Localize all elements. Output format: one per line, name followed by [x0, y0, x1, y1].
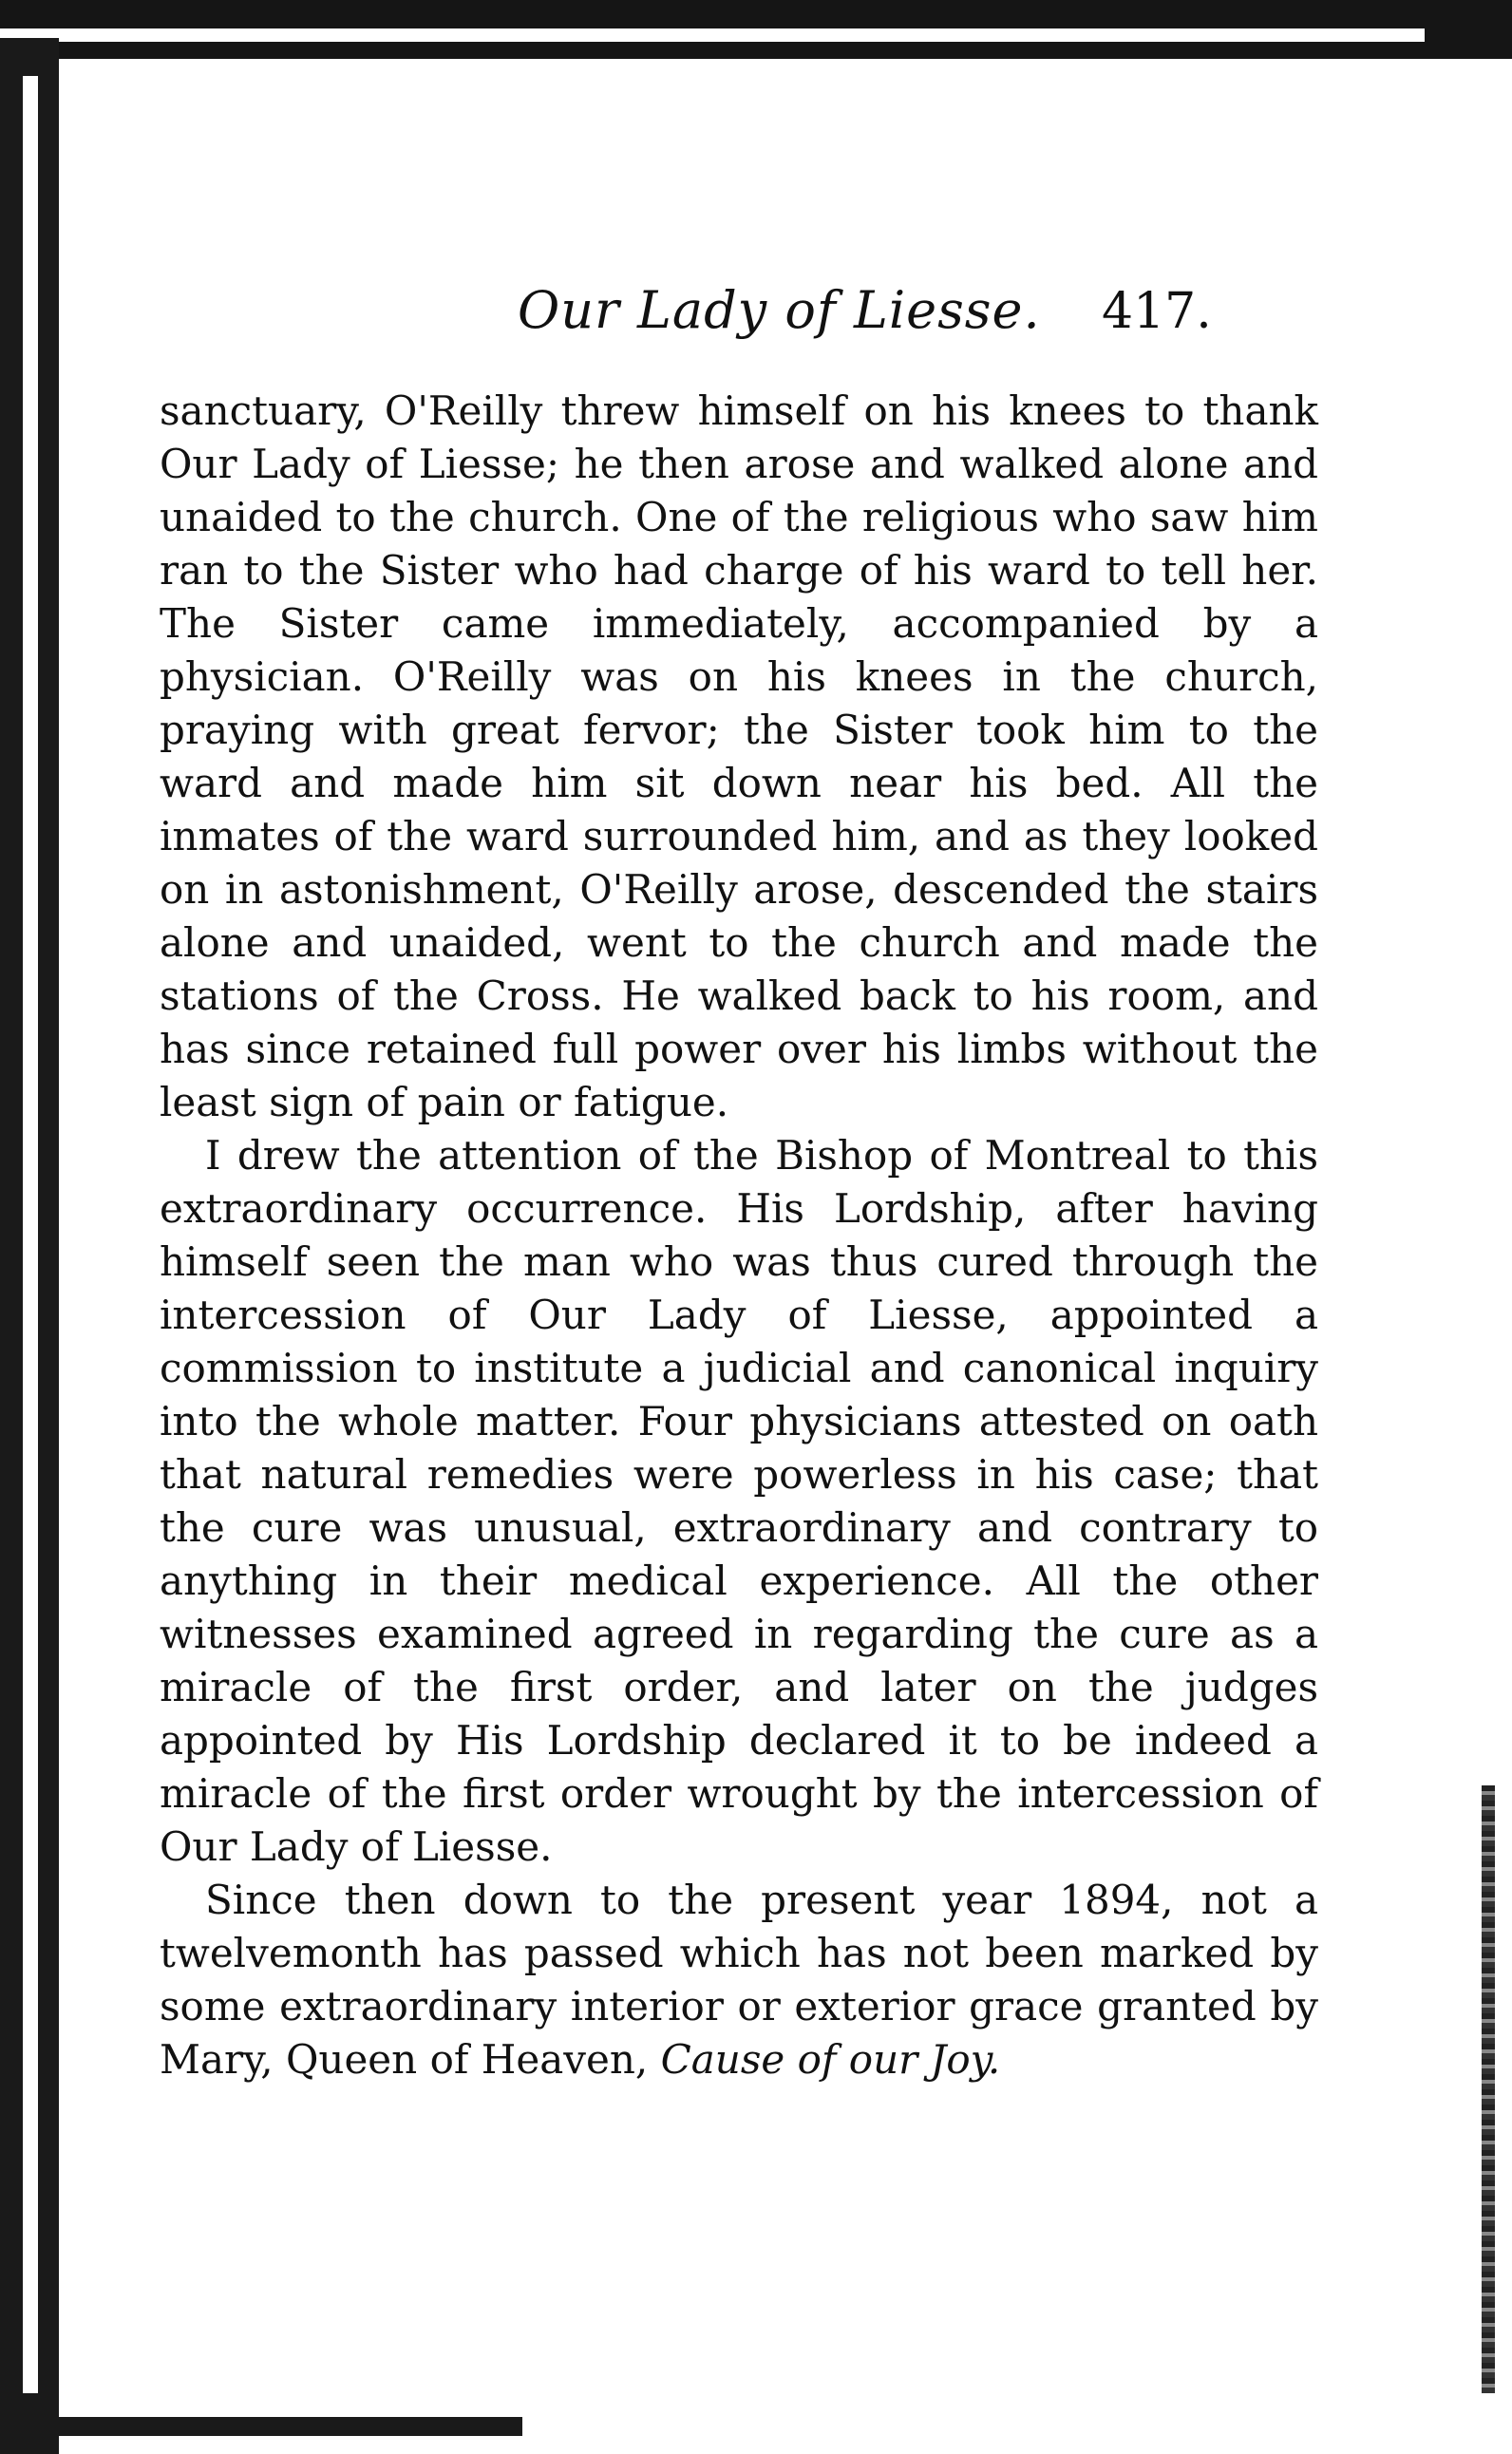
running-title: Our Lady of Liesse. [518, 280, 1041, 340]
page-body [160, 385, 1318, 2086]
paragraph-1: sanctuary, O'Reilly threw himself on his knees to thank Our Lady of Liesse; he then arose and walked alone and unaided to the church. One of the religious who saw him ran to the Sister who had charge of his ward to tell her. The Sister came immediately, accompanied by a physician. O'Reilly was on his knees in the church, praying with great fervor; the Sister took him to the ward and made him sit down near his bed. All the inmates of the ward surrounded him, and as they looked on in astonishment, O'Reilly arose, descended the stairs alone and unaided, went to the church and made the stations of the Cross. He walked back to his room, and has since retained full power over his limbs without the least sign of pain or fatigue. [160, 387, 1318, 1125]
paragraph-3 [160, 1874, 1318, 2086]
page-header [0, 275, 1512, 361]
scan-border-left-inner [23, 76, 38, 2393]
scan-edge-noise [1482, 1785, 1495, 2393]
paragraph-3-italic: Cause of our Joy. [660, 2036, 1001, 2083]
scan-border-top-gap [0, 28, 1425, 42]
scan-border-bottom [47, 2417, 522, 2436]
paragraph-3-text: Since then down to the present year 1894, not a twelvemonth has passed which has not been marked by some extraordinary interior or exterior grace granted by Mary, Queen of Heaven, [160, 1877, 1318, 2083]
paragraph-2: I drew the attention of the Bishop of Montreal to this extraordinary occurrence. His Lordship, after having himself seen the man who was thus cured through the intercession of Our Lady of Liesse, appointed a commission to institute a judicial and canonical inquiry into the whole matter. Four physicians attested on oath that natural remedies were powerless in his case; that the cure was unusual, extraordinary and contrary to anything in their medical experience. All the other witnesses examined agreed in regarding the cure as a miracle of the first order, and later on the judges appointed by His Lordship declared it to be indeed a miracle of the first order wrought by the intercession of Our Lady of Liesse. [160, 1132, 1318, 1870]
page-number: 417. [1102, 283, 1212, 340]
